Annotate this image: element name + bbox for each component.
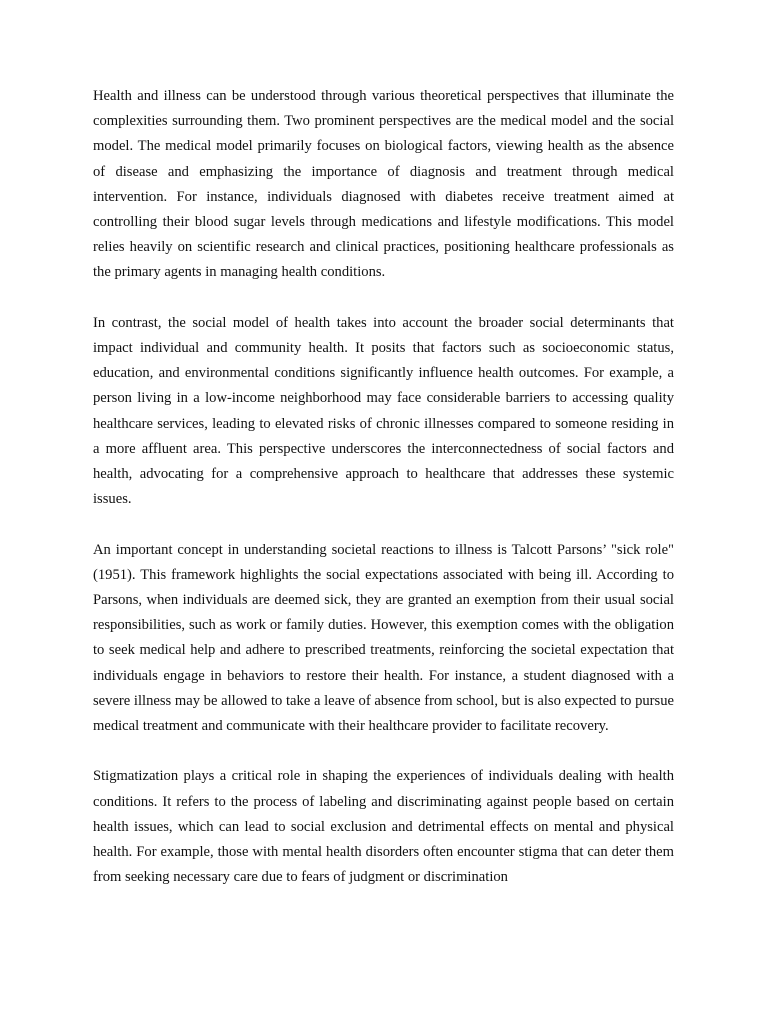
paragraph-stigmatization: Stigmatization plays a critical role in shaping the experiences of individuals dealing with health conditions. It refers to the process of labeling and discriminating against people based on certain health issues, which can lead to social exclusion and detrimental effects on mental and physical health. For example, those with mental health disorders often encounter stigma that can deter them from seeking necessary care due to fears of judgment or discrimination [93,768,674,886]
document-page [93,84,674,890]
paragraph-medical-vs-social-model: Health and illness can be understood through various theoretical perspectives that illuminate the complexities surrounding them. Two prominent perspectives are the medical model and the social model. The medical model primarily focuses on biological factors, viewing health as the absence of disease and emphasizing the importance of diagnosis and treatment through medical intervention. For instance, individuals diagnosed with diabetes receive treatment aimed at controlling their blood sugar levels through medications and lifestyle modifications. This model relies heavily on scientific research and clinical practices, positioning healthcare professionals as the primary agents in managing health conditions. [93,88,674,281]
paragraph-sick-role: An important concept in understanding societal reactions to illness is Talcott Parsons’ "sick role" (1951). This framework highlights the social expectations associated with being ill. According to Parsons, when individuals are deemed sick, they are granted an exemption from their usual social responsibilities, such as work or family duties. However, this exemption comes with the obligation to seek medical help and adhere to prescribed treatments, reinforcing the societal expectation that individuals engage in behaviors to restore their health. For instance, a student diagnosed with a severe illness may be allowed to take a leave of absence from school, but is also expected to pursue medical treatment and communicate with their healthcare provider to facilitate recovery. [93,541,674,735]
paragraph-social-model-of-health: In contrast, the social model of health takes into account the broader social determinants that impact individual and community health. It posits that factors such as socioeconomic status, education, and environmental conditions significantly influence health outcomes. For example, a person living in a low-income neighborhood may face considerable barriers to accessing quality healthcare services, leading to elevated risks of chronic illnesses compared to someone residing in a more affluent area. This perspective underscores the interconnectedness of social factors and health, advocating for a comprehensive approach to healthcare that addresses these systemic issues. [93,314,674,508]
